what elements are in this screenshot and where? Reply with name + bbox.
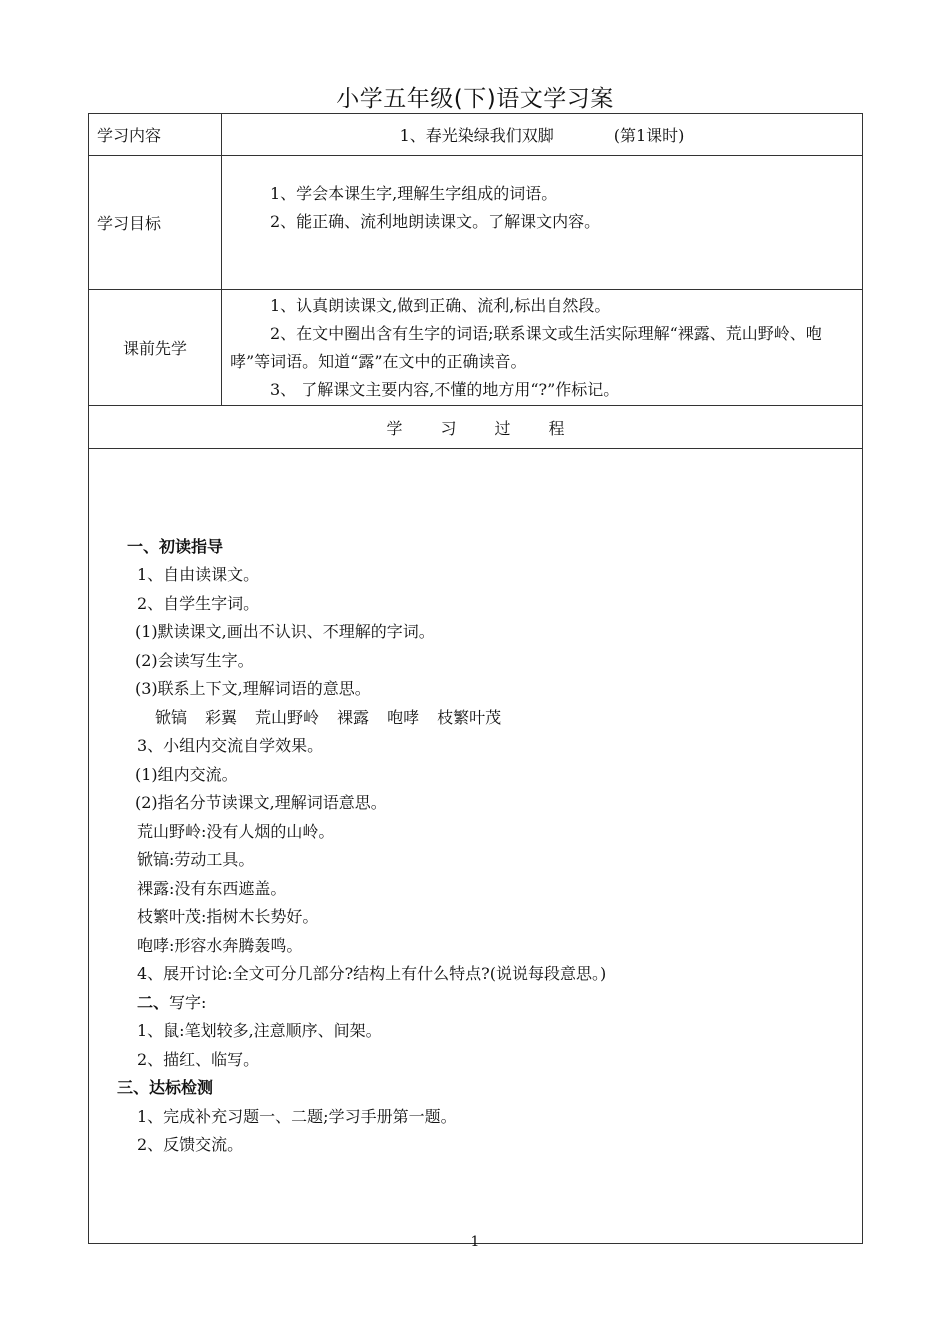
process-line: 1、完成补充习题一、二题;学习手册第一题。	[137, 1106, 457, 1126]
definition-line: 咆哮:形容水奔腾轰鸣。	[137, 935, 303, 955]
table-row-goals	[89, 156, 863, 290]
section-heading: 三、达标检测	[117, 1078, 214, 1097]
page-title: 小学五年级(下)语文学习案	[336, 86, 614, 112]
vocab-word: 彩翼	[205, 707, 238, 727]
process-line: 1、自由读课文。	[137, 565, 260, 584]
lesson-period: (第1课时)	[613, 126, 685, 145]
prestudy-line: 1、认真朗读课文,做到正确、流利,标出自然段。	[270, 296, 611, 315]
label-goals: 学习目标	[89, 156, 222, 290]
table-row-process-title	[89, 406, 863, 449]
process-title-char: 过	[494, 418, 511, 438]
process-line: 2、自学生字词。	[137, 593, 260, 613]
vocab-word: 枝繁叶茂	[437, 707, 502, 727]
process-line: 2、描红、临写。	[137, 1049, 260, 1069]
label-prestudy: 课前先学	[89, 290, 222, 406]
table-row-prestudy	[89, 290, 863, 406]
vocab-word: 裸露	[337, 707, 370, 727]
goals-cell	[222, 156, 863, 290]
process-line: (1)默读课文,画出不认识、不理解的字词。	[135, 622, 435, 641]
section-heading-number: 二、	[137, 992, 170, 1012]
process-line: (2)会读写生字。	[135, 650, 254, 670]
process-line: 1、鼠:笔划较多,注意顺序、间架。	[137, 1021, 382, 1040]
section-heading	[89, 989, 862, 1018]
definition-line: 荒山野岭:没有人烟的山岭。	[137, 821, 335, 841]
section-heading: 一、初读指导	[127, 536, 224, 556]
prestudy-line: 2、在文中圈出含有生字的词语;联系课文或生活实际理解“裸露、荒山野岭、咆哮”等词语。知道“露”在文中的正确读音。	[230, 324, 822, 371]
process-line: (1)组内交流。	[135, 764, 238, 784]
process-line: (2)指名分节读课文,理解词语意思。	[135, 793, 387, 812]
label-content: 学习内容	[89, 114, 222, 156]
prestudy-cell	[222, 290, 863, 406]
lesson-title: 1、春光染绿我们双脚	[399, 126, 554, 145]
table-row-process	[89, 449, 863, 1244]
goal-line: 1、学会本课生字,理解生字组成的词语。	[270, 184, 558, 203]
process-title-char: 习	[440, 418, 457, 438]
prestudy-line: 3、 了解课文主要内容,不懂的地方用“?”作标记。	[270, 380, 620, 399]
vocab-word: 咆哮	[387, 707, 420, 727]
process-line: (3)联系上下文,理解词语的意思。	[135, 679, 371, 698]
definition-line: 枝繁叶茂:指树木长势好。	[137, 907, 319, 926]
vocabulary-list	[89, 704, 862, 733]
process-cell	[89, 449, 863, 1244]
process-line: 4、展开讨论:全文可分几部分?结构上有什么特点?(说说每段意思。)	[137, 964, 607, 983]
goal-line: 2、能正确、流利地朗读课文。了解课文内容。	[270, 212, 601, 231]
section-heading-text: 写字:	[169, 992, 207, 1012]
page-number: 1	[470, 1234, 480, 1250]
process-title-char: 学	[386, 418, 403, 438]
vocab-word: 锨镐	[155, 707, 188, 727]
definition-line: 锨镐:劳动工具。	[137, 850, 255, 869]
lesson-cell	[222, 114, 863, 156]
table-row-content	[89, 114, 863, 156]
process-title-char: 程	[548, 418, 565, 438]
process-title	[89, 406, 863, 449]
process-line: 3、小组内交流自学效果。	[137, 736, 324, 755]
definition-line: 裸露:没有东西遮盖。	[137, 878, 287, 898]
vocab-word: 荒山野岭	[255, 707, 320, 727]
process-line: 2、反馈交流。	[137, 1135, 244, 1154]
study-plan-table	[88, 113, 863, 1244]
